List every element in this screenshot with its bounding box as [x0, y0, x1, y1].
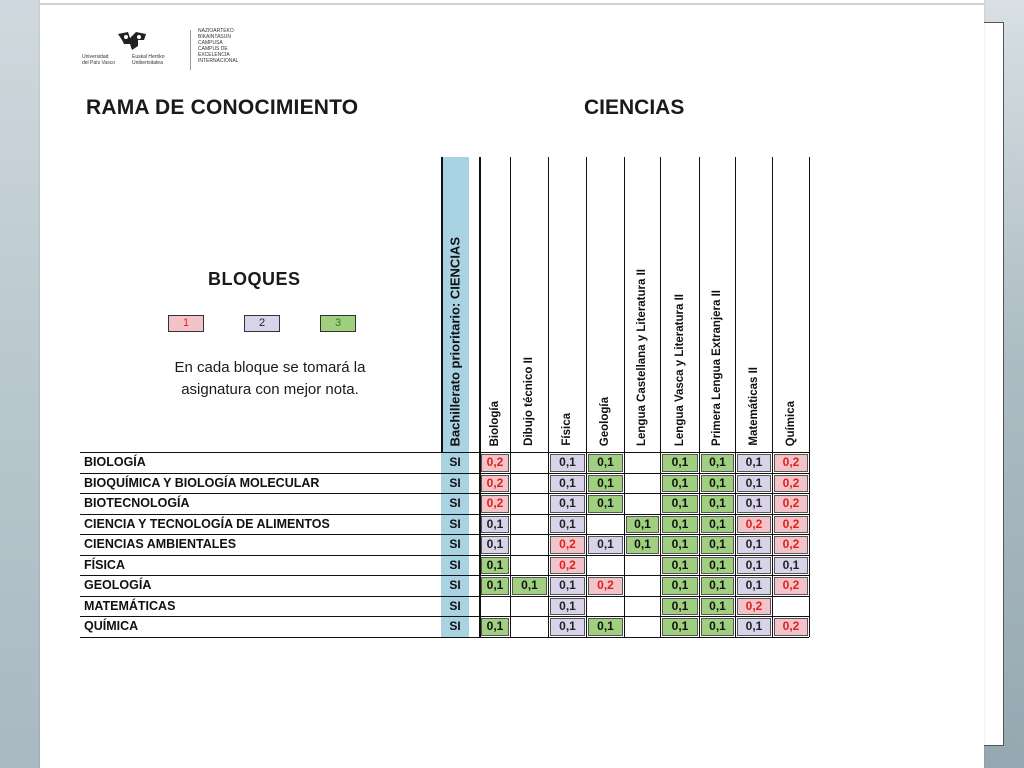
priority-cell: SI [441, 556, 469, 576]
weight-cell: 0,1 [662, 475, 698, 493]
row-label: CIENCIA Y TECNOLOGÍA DE ALIMENTOS [84, 516, 330, 531]
weight-cell: 0,1 [550, 577, 585, 595]
row-label: BIOTECNOLOGÍA [84, 496, 190, 510]
weight-cell: 0,2 [550, 536, 585, 554]
weight-cell: 0,1 [662, 454, 698, 472]
logo-university-es: Universidad del País Vasco [82, 54, 115, 66]
priority-cell: SI [441, 535, 469, 555]
logo-university-eu: Euskal Herriko Unibertsitatea [132, 54, 165, 66]
grid-vline [660, 157, 661, 637]
column-header-4 [586, 157, 624, 452]
weight-cell: 0,1 [662, 557, 698, 575]
weight-cell: 0,2 [774, 475, 808, 493]
column-header-2 [510, 157, 548, 452]
weight-cell: 0,2 [481, 454, 509, 472]
weight-cell: 0,1 [550, 516, 585, 534]
logo-campus-text: NAZIOARTEKO BIKAINTASUN CAMPUSA CAMPUS DE EXCELENCIA INTERNACIONAL [198, 28, 239, 64]
row-label: BIOLOGÍA [84, 455, 146, 469]
row-label: BIOQUÍMICA Y BIOLOGÍA MOLECULAR [84, 475, 320, 490]
priority-cell: SI [441, 494, 469, 514]
document-page [40, 0, 984, 768]
weight-cell: 0,1 [512, 577, 547, 595]
column-header-label: Lengua Vasca y Literatura II [673, 293, 686, 446]
column-header-6 [660, 157, 699, 452]
legend-block-3: 3 [320, 315, 356, 332]
weight-cell: 0,2 [774, 495, 808, 513]
column-header-9 [772, 157, 809, 452]
weight-cell: 0,2 [481, 495, 509, 513]
legend-block-2: 2 [244, 315, 280, 332]
weight-cell: 0,1 [737, 475, 771, 493]
column-header-5 [624, 157, 660, 452]
weight-cell: 0,2 [737, 516, 771, 534]
legend-note [145, 357, 395, 401]
weight-cell: 0,1 [774, 557, 808, 575]
weight-cell: 0,1 [701, 598, 734, 616]
priority-cell: SI [441, 515, 469, 535]
weight-cell: 0,1 [662, 598, 698, 616]
legend-note-line-2: asignatura con mejor nota. [181, 381, 359, 398]
weight-cell: 0,1 [481, 557, 509, 575]
weight-cell: 0,2 [550, 557, 585, 575]
weight-cell: 0,1 [737, 557, 771, 575]
weight-cell: 0,1 [481, 577, 509, 595]
priority-cell: SI [441, 474, 469, 494]
column-header-label: Geología [599, 396, 611, 446]
grid-vline [809, 157, 810, 637]
priority-cell: SI [441, 597, 469, 617]
grid-vline [548, 157, 549, 637]
column-header-label: Química [784, 400, 797, 446]
weight-cell: 0,1 [662, 577, 698, 595]
weight-cell: 0,1 [626, 516, 659, 534]
column-header-label: Lengua Castellana y Literatura II [636, 268, 648, 446]
priority-cell: SI [441, 617, 469, 637]
weight-cell: 0,2 [774, 454, 808, 472]
weight-cell: 0,2 [774, 536, 808, 554]
grid-vline [699, 157, 700, 637]
weight-cell: 0,1 [588, 495, 623, 513]
grid-vline [586, 157, 587, 637]
branch-title: CIENCIAS [584, 96, 685, 119]
background-left [0, 0, 40, 768]
row-label: CIENCIAS AMBIENTALES [84, 537, 237, 551]
weight-cell: 0,2 [481, 475, 509, 493]
ehu-logo-icon [116, 30, 150, 52]
weight-cell: 0,1 [701, 454, 734, 472]
column-header-label: Dibujo técnico II [523, 357, 535, 446]
column-header-3 [548, 157, 586, 452]
weight-cell: 0,1 [481, 618, 509, 636]
weight-cell: 0,1 [626, 536, 659, 554]
weight-cell: 0,1 [662, 618, 698, 636]
weight-cell: 0,1 [701, 577, 734, 595]
weight-cell: 0,2 [737, 598, 771, 616]
weight-cell: 0,1 [662, 516, 698, 534]
priority-cell: SI [441, 576, 469, 596]
weight-cell: 0,1 [737, 618, 771, 636]
weight-cell: 0,1 [481, 516, 509, 534]
weight-cell: 0,1 [701, 536, 734, 554]
weight-cell: 0,1 [550, 454, 585, 472]
weight-cell: 0,1 [701, 475, 734, 493]
weight-cell: 0,1 [737, 495, 771, 513]
weight-cell: 0,1 [701, 557, 734, 575]
grid-vline [735, 157, 736, 637]
weight-cell: 0,2 [774, 618, 808, 636]
grid-vline [624, 157, 625, 637]
legend-block-1: 1 [168, 315, 204, 332]
column-header-8 [735, 157, 772, 452]
legend-title: BLOQUES [208, 269, 301, 289]
weight-cell: 0,1 [550, 618, 585, 636]
grid-vline [772, 157, 773, 637]
weight-cell: 0,1 [737, 454, 771, 472]
grid-vline [510, 157, 511, 637]
row-label: MATEMÁTICAS [84, 598, 176, 613]
grid-hline [80, 637, 809, 638]
column-header-label: Biología [488, 400, 501, 446]
row-label: FÍSICA [84, 557, 125, 572]
weight-cell: 0,2 [774, 577, 808, 595]
column-header-label: Matemáticas II [747, 367, 760, 446]
priority-column-header [441, 157, 469, 452]
weight-cell: 0,1 [588, 618, 623, 636]
column-header-7 [699, 157, 735, 452]
weight-cell: 0,1 [662, 495, 698, 513]
weight-cell: 0,2 [774, 516, 808, 534]
weight-cell: 0,1 [701, 618, 734, 636]
weight-cell: 0,1 [737, 536, 771, 554]
logo-separator [190, 30, 191, 70]
weight-cell: 0,2 [588, 577, 623, 595]
column-header-1 [479, 157, 510, 452]
university-logo [82, 28, 302, 72]
weight-cell: 0,1 [588, 536, 623, 554]
weight-cell: 0,1 [588, 475, 623, 493]
weight-cell: 0,1 [701, 495, 734, 513]
top-rule [40, 3, 984, 5]
column-header-label: Primera Lengua Extranjera II [711, 290, 723, 446]
weight-cell: 0,1 [550, 495, 585, 513]
weight-cell: 0,1 [662, 536, 698, 554]
priority-cell: SI [441, 453, 469, 473]
column-header-label: Física [561, 413, 573, 446]
page-title: RAMA DE CONOCIMIENTO [86, 96, 359, 119]
weight-cell: 0,1 [481, 536, 509, 554]
weight-cell: 0,1 [550, 475, 585, 493]
weight-cell: 0,1 [701, 516, 734, 534]
row-label: GEOLOGÍA [84, 578, 152, 592]
weight-cell: 0,1 [737, 577, 771, 595]
weight-cell: 0,1 [550, 598, 585, 616]
legend-note-line-1: En cada bloque se tomará la [174, 359, 366, 376]
priority-header-label: Bachillerato prioritario: CIENCIAS [447, 236, 463, 446]
row-label: QUÍMICA [84, 619, 139, 633]
weight-cell: 0,1 [588, 454, 623, 472]
